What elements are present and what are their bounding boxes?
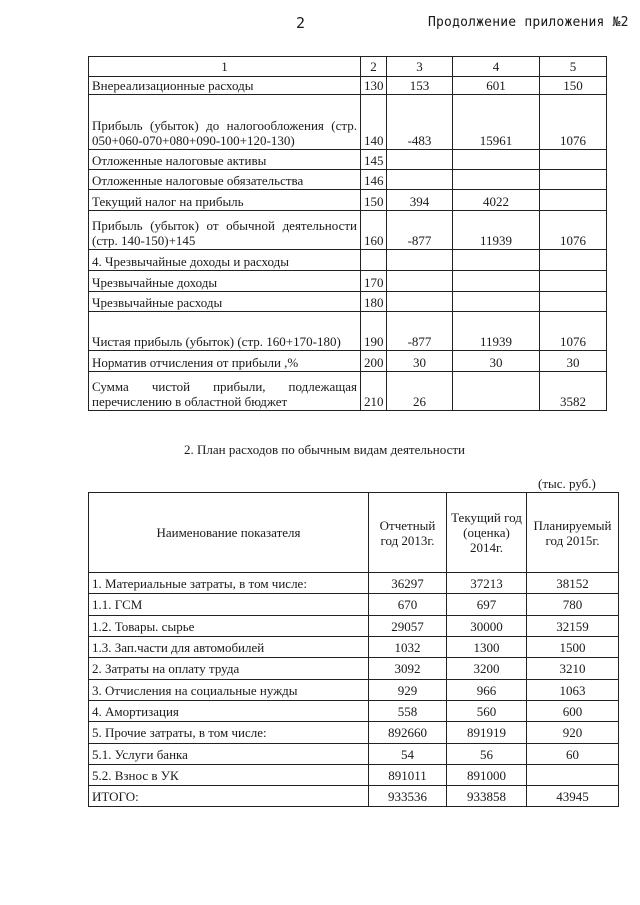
table-row [89,765,619,786]
value-2013: 670 [369,594,447,616]
row-label: 1.1. ГСМ [89,594,369,616]
value-2014: 891919 [447,722,527,744]
header-reported-year: Отчетный год 2013г. [369,493,447,573]
table-row [89,372,607,411]
table-row [89,95,607,150]
row-label: Внереализационные расходы [89,77,361,95]
value-2013: 929 [369,680,447,701]
value-cell [540,190,607,211]
row-label: 1.2. Товары. сырье [89,616,369,637]
value-cell [387,292,453,312]
row-label: Прибыль (убыток) до налогообложения (стр. 050+060-070+080+090-100+120-130) [89,95,361,150]
appendix-label: Продолжение приложения №2 [428,15,629,30]
value-cell: 11939 [453,211,540,250]
value-2014: 56 [447,744,527,765]
row-code: 146 [361,170,387,190]
value-cell: -877 [387,211,453,250]
row-code: 200 [361,351,387,372]
row-label: 3. Отчисления на социальные нужды [89,680,369,701]
value-cell: 30 [387,351,453,372]
row-code: 180 [361,292,387,312]
value-cell: 26 [387,372,453,411]
row-code: 170 [361,271,387,292]
table-row [89,616,619,637]
value-cell: 30 [540,351,607,372]
financial-results-table [88,56,607,411]
value-cell: 15961 [453,95,540,150]
value-2015: 32159 [527,616,619,637]
value-2014: 891000 [447,765,527,786]
table-row [89,211,607,250]
value-2014: 933858 [447,786,527,807]
value-cell [387,271,453,292]
row-label: Норматив отчисления от прибыли ,% [89,351,361,372]
value-cell: 150 [540,77,607,95]
value-cell: 11939 [453,312,540,351]
value-cell: 3582 [540,372,607,411]
table-row [89,271,607,292]
value-cell [453,271,540,292]
value-cell [453,250,540,271]
table-row [89,190,607,211]
value-2015: 780 [527,594,619,616]
value-2014: 697 [447,594,527,616]
value-cell [387,170,453,190]
table-row [89,680,619,701]
value-cell: 153 [387,77,453,95]
value-cell [540,250,607,271]
row-label: 5.2. Взнос в УК [89,765,369,786]
row-code: 140 [361,95,387,150]
expense-plan-table [88,492,619,807]
value-2015: 1500 [527,637,619,658]
row-label: ИТОГО: [89,786,369,807]
col-header: 4 [453,57,540,77]
table-row [89,594,619,616]
table-row [89,351,607,372]
table-row [89,722,619,744]
row-label: 1. Материальные затраты, в том числе: [89,573,369,594]
value-2015: 920 [527,722,619,744]
value-2013: 558 [369,701,447,722]
row-label: Сумма чистой прибыли, подлежащая перечислению в областной бюджет [89,372,361,411]
value-2014: 1300 [447,637,527,658]
row-label: 5.1. Услуги банка [89,744,369,765]
row-code: 190 [361,312,387,351]
table-row [89,77,607,95]
value-2014: 37213 [447,573,527,594]
row-label: Текущий налог на прибыль [89,190,361,211]
table-row [89,170,607,190]
value-cell [453,170,540,190]
table-row [89,150,607,170]
row-label: Прибыль (убыток) от обычной деятельности (стр. 140-150)+145 [89,211,361,250]
value-2013: 3092 [369,658,447,680]
value-2014: 3200 [447,658,527,680]
value-cell [387,150,453,170]
value-cell [453,372,540,411]
row-label: 2. Затраты на оплату труда [89,658,369,680]
value-cell [453,292,540,312]
col-header: 2 [361,57,387,77]
value-2013: 1032 [369,637,447,658]
table-row [89,658,619,680]
row-label: 4. Амортизация [89,701,369,722]
value-cell [540,150,607,170]
value-2015: 60 [527,744,619,765]
value-2014: 30000 [447,616,527,637]
row-code: 145 [361,150,387,170]
row-code [361,250,387,271]
value-2015: 43945 [527,786,619,807]
value-2014: 560 [447,701,527,722]
value-2013: 891011 [369,765,447,786]
units-label: (тыс. руб.) [538,476,596,491]
value-2015: 1063 [527,680,619,701]
value-2014: 966 [447,680,527,701]
header-planned-year: Планируемый год 2015г. [527,493,619,573]
value-2013: 29057 [369,616,447,637]
header-indicator-name: Наименование показателя [89,493,369,573]
row-label: Чистая прибыль (убыток) (стр. 160+170-180) [89,312,361,351]
page-number: 2 [296,14,306,32]
value-2015 [527,765,619,786]
value-cell [540,292,607,312]
value-2015: 3210 [527,658,619,680]
row-label: 5. Прочие затраты, в том числе: [89,722,369,744]
table-row [89,312,607,351]
section-title: 2. План расходов по обычным видам деятельности [184,442,465,457]
header-current-year: Текущий год (оценка) 2014г. [447,493,527,573]
table-header-row [89,57,607,77]
value-cell [540,170,607,190]
row-code: 130 [361,77,387,95]
row-label: Отложенные налоговые обязательства [89,170,361,190]
row-label: Чрезвычайные доходы [89,271,361,292]
value-cell: 30 [453,351,540,372]
value-cell [540,271,607,292]
table-header-row [89,493,619,573]
table-row [89,250,607,271]
row-label: 1.3. Зап.части для автомобилей [89,637,369,658]
table-row [89,573,619,594]
col-header: 5 [540,57,607,77]
table-row [89,292,607,312]
row-code: 210 [361,372,387,411]
table-row [89,744,619,765]
value-cell [387,250,453,271]
table-row [89,786,619,807]
row-code: 160 [361,211,387,250]
value-cell: -483 [387,95,453,150]
value-cell: 4022 [453,190,540,211]
value-2013: 36297 [369,573,447,594]
value-2013: 54 [369,744,447,765]
value-cell: -877 [387,312,453,351]
value-cell: 1076 [540,211,607,250]
value-2015: 600 [527,701,619,722]
value-cell: 394 [387,190,453,211]
value-2013: 933536 [369,786,447,807]
table-row [89,637,619,658]
row-label: Отложенные налоговые активы [89,150,361,170]
value-cell: 1076 [540,95,607,150]
value-cell: 601 [453,77,540,95]
value-2015: 38152 [527,573,619,594]
table-row [89,701,619,722]
row-label: 4. Чрезвычайные доходы и расходы [89,250,361,271]
row-code: 150 [361,190,387,211]
col-header: 1 [89,57,361,77]
row-label: Чрезвычайные расходы [89,292,361,312]
col-header: 3 [387,57,453,77]
value-cell: 1076 [540,312,607,351]
value-2013: 892660 [369,722,447,744]
value-cell [453,150,540,170]
